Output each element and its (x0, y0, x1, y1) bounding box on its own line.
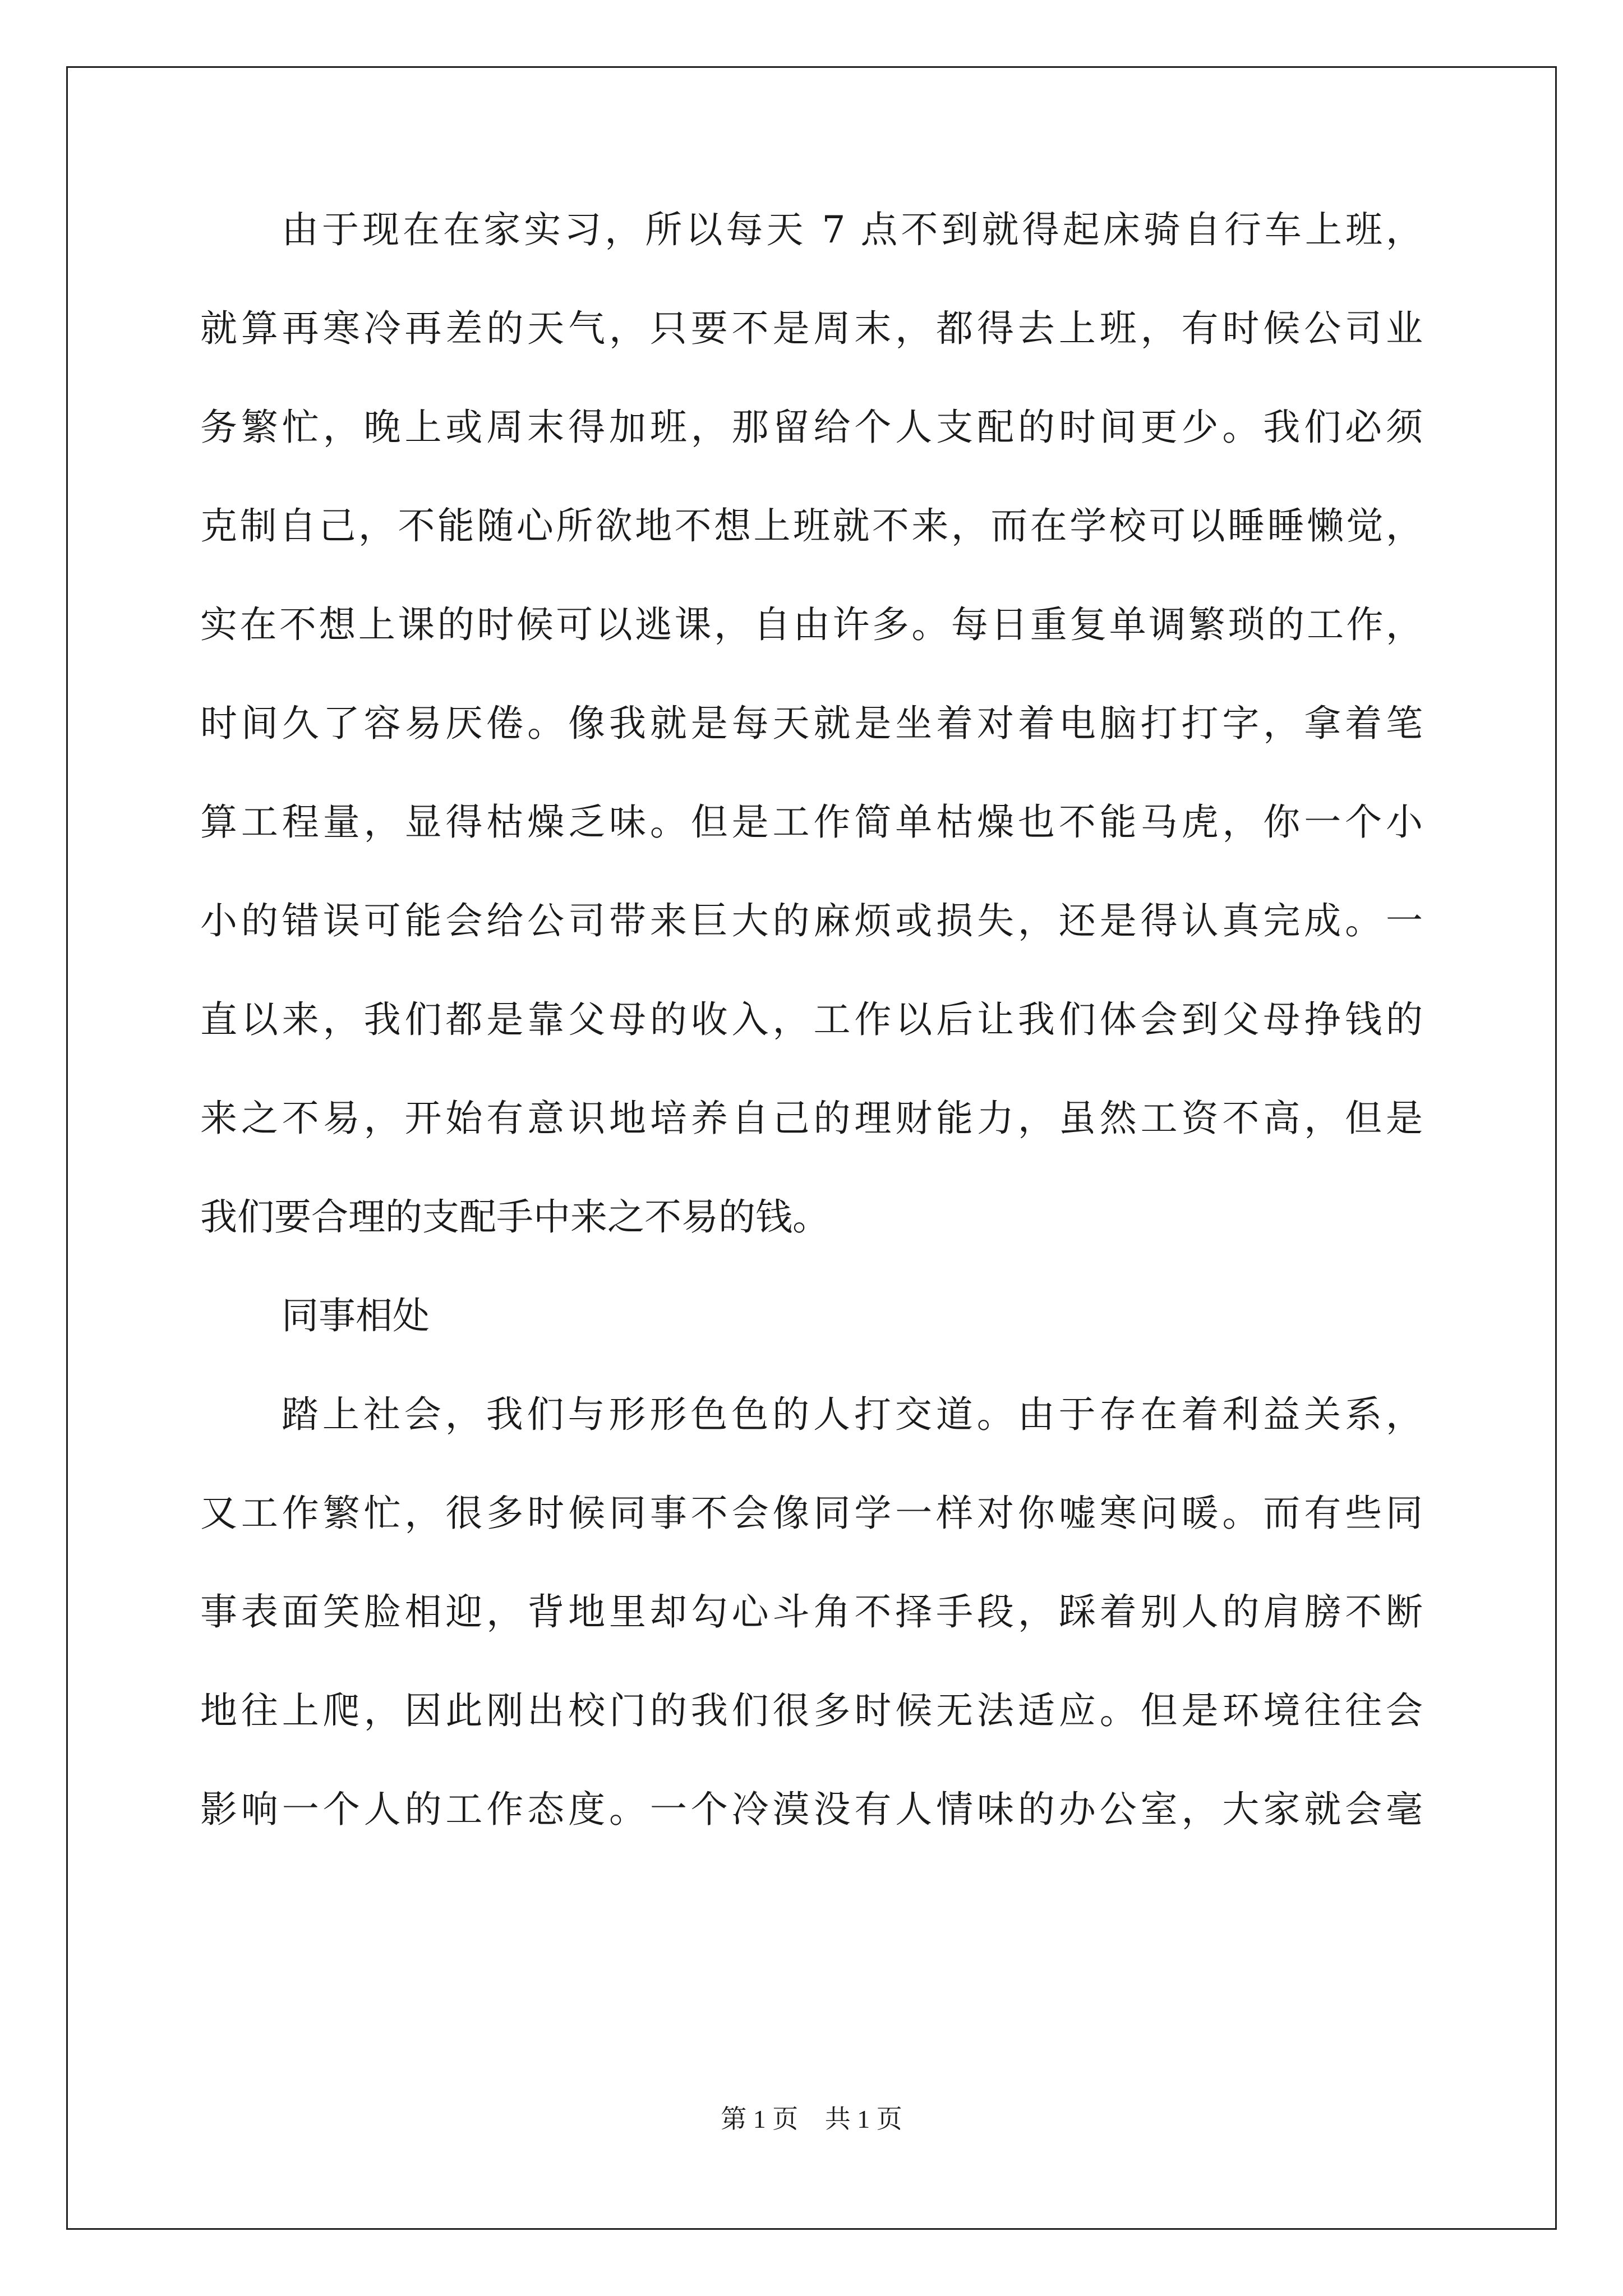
paragraph-1-line: 实在不想上课的时候可以逃课，自由许多。每日重复单调繁琐的工作， (200, 603, 1423, 646)
paragraph-1-line: 务繁忙，晚上或周末得加班，那留给个人支配的时间更少。我们必须 (200, 406, 1423, 449)
page-border (66, 66, 1557, 2230)
paragraph-2-line: 事表面笑脸相迎，背地里却勾心斗角不择手段，踩着别人的肩膀不断 (200, 1590, 1423, 1634)
page-total: 共 1 页 (824, 2105, 902, 2133)
paragraph-1-line: 就算再寒冷再差的天气，只要不是周末，都得去上班，有时候公司业 (200, 307, 1423, 350)
paragraph-2-line: 踏上社会，我们与形形色色的人打交道。由于存在着利益关系， (282, 1393, 1423, 1436)
paragraph-1-line: 来之不易，开始有意识地培养自己的理财能力，虽然工资不高，但是 (200, 1097, 1423, 1140)
paragraph-2-line: 又工作繁忙，很多时候同事不会像同学一样对你嘘寒问暖。而有些同 (200, 1492, 1423, 1535)
section-heading: 同事相处 (282, 1294, 430, 1337)
paragraph-1-line: 小的错误可能会给公司带来巨大的麻烦或损失，还是得认真完成。一 (200, 899, 1423, 942)
page-number: 第 1 页 (721, 2105, 799, 2133)
paragraph-1-line: 时间久了容易厌倦。像我就是每天就是坐着对着电脑打打字，拿着笔 (200, 702, 1423, 745)
paragraph-1-line: 直以来，我们都是靠父母的收入，工作以后让我们体会到父母挣钱的 (200, 998, 1423, 1041)
paragraph-2-line: 影响一个人的工作态度。一个冷漠没有人情味的办公室，大家就会毫 (200, 1788, 1423, 1831)
paragraph-1-line: 我们要合理的支配手中来之不易的钱。 (200, 1195, 829, 1239)
paragraph-2-line: 地往上爬，因此刚出校门的我们很多时候无法适应。但是环境往往会 (200, 1689, 1423, 1732)
paragraph-1-line: 克制自己，不能随心所欲地不想上班就不来，而在学校可以睡睡懒觉， (200, 504, 1423, 547)
paragraph-1-line: 算工程量，显得枯燥乏味。但是工作简单枯燥也不能马虎，你一个小 (200, 800, 1423, 844)
page-footer (0, 2102, 1623, 2136)
paragraph-1-line: 由于现在在家实习，所以每天 7 点不到就得起床骑自行车上班， (282, 208, 1423, 251)
